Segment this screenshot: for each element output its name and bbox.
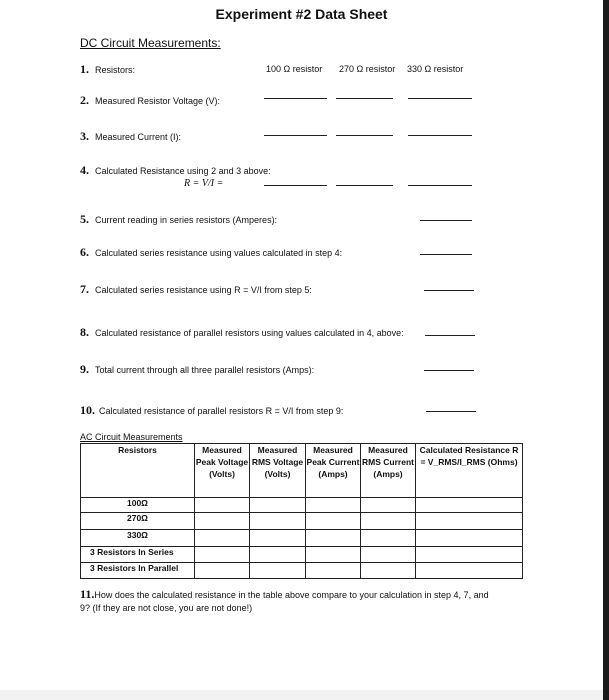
table-cell[interactable] xyxy=(306,513,361,530)
question-number: 10. xyxy=(80,403,95,417)
question-number: 7. xyxy=(80,282,89,296)
question-text: Measured Resistor Voltage (V): xyxy=(95,96,221,106)
question-text: Calculated series resistance using R = V/I from step 5: xyxy=(95,285,312,295)
column-header: Resistors xyxy=(81,444,195,498)
page-bottom-margin xyxy=(0,690,603,700)
question-number: 8. xyxy=(80,325,89,339)
question-number: 5. xyxy=(80,212,89,226)
answer-line[interactable] xyxy=(336,185,393,186)
table-cell[interactable] xyxy=(361,498,416,513)
table-row xyxy=(81,563,523,579)
page-title: Experiment #2 Data Sheet xyxy=(215,6,388,22)
table-cell[interactable] xyxy=(250,513,306,530)
question-text: Total current through all three parallel resistors (Amps): xyxy=(95,365,315,375)
question-number: 1. xyxy=(80,62,89,76)
answer-line[interactable] xyxy=(426,411,476,412)
ac-measurements-table xyxy=(80,443,523,579)
answer-line[interactable] xyxy=(424,370,474,371)
resistor-header-330: 330 Ω resistor xyxy=(407,64,464,74)
answer-line[interactable] xyxy=(264,98,327,99)
table-cell[interactable] xyxy=(361,563,416,579)
column-header: Measured Peak Voltage (Volts) xyxy=(195,444,250,498)
table-cell[interactable] xyxy=(416,498,523,513)
table-cell[interactable] xyxy=(361,547,416,563)
table-cell[interactable] xyxy=(361,530,416,547)
table-cell[interactable] xyxy=(250,563,306,579)
column-header: Measured RMS Voltage (Volts) xyxy=(250,444,306,498)
answer-line[interactable] xyxy=(264,185,327,186)
row-label: 270Ω xyxy=(81,513,195,530)
table-cell[interactable] xyxy=(306,530,361,547)
table-cell[interactable] xyxy=(361,513,416,530)
row-label: 330Ω xyxy=(81,530,195,547)
table-cell[interactable] xyxy=(195,498,250,513)
table-cell[interactable] xyxy=(195,547,250,563)
answer-line[interactable] xyxy=(408,135,472,136)
table-cell[interactable] xyxy=(306,498,361,513)
column-header: Calculated Resistance R = V_RMS/I_RMS (Ohms) xyxy=(416,444,523,498)
table-cell[interactable] xyxy=(195,513,250,530)
table-cell[interactable] xyxy=(195,530,250,547)
dc-section-heading: DC Circuit Measurements: xyxy=(80,36,221,50)
question-text: Measured Current (I): xyxy=(95,132,182,142)
answer-line[interactable] xyxy=(336,135,393,136)
answer-line[interactable] xyxy=(264,135,327,136)
question-text: Calculated resistance of parallel resistors R = V/I from step 9: xyxy=(99,406,344,416)
table-header-row xyxy=(81,444,523,498)
resistance-formula: R = V/I = xyxy=(184,178,224,189)
question-number: 11. xyxy=(80,587,95,601)
answer-line[interactable] xyxy=(420,220,472,221)
answer-line[interactable] xyxy=(425,335,475,336)
question-number: 3. xyxy=(80,129,89,143)
table-cell[interactable] xyxy=(416,530,523,547)
table-cell[interactable] xyxy=(416,547,523,563)
ac-section-heading: AC Circuit Measurements xyxy=(80,432,183,442)
column-header: Measured RMS Current (Amps) xyxy=(361,444,416,498)
question-text: How does the calculated resistance in the table above compare to your calculation in step 4, 7, and 9? (If they are not close, you are not done!) xyxy=(80,590,489,613)
resistor-header-100: 100 Ω resistor xyxy=(266,64,323,74)
question-number: 6. xyxy=(80,245,89,259)
question-text: Current reading in series resistors (Amperes): xyxy=(95,215,278,225)
table-cell[interactable] xyxy=(250,547,306,563)
table-cell[interactable] xyxy=(250,498,306,513)
table-row xyxy=(81,513,523,530)
table-cell[interactable] xyxy=(306,547,361,563)
answer-line[interactable] xyxy=(408,185,472,186)
row-label: 3 Resistors In Series xyxy=(81,547,195,563)
table-cell[interactable] xyxy=(250,530,306,547)
column-header: Measured Peak Current (Amps) xyxy=(306,444,361,498)
table-row xyxy=(81,547,523,563)
answer-line[interactable] xyxy=(420,254,472,255)
table-cell[interactable] xyxy=(416,513,523,530)
answer-line[interactable] xyxy=(336,98,393,99)
question-number: 2. xyxy=(80,93,89,107)
question-text: Resistors: xyxy=(95,65,136,75)
table-cell[interactable] xyxy=(306,563,361,579)
table-row xyxy=(81,498,523,513)
table-cell[interactable] xyxy=(195,563,250,579)
table-cell[interactable] xyxy=(416,563,523,579)
question-text: Calculated series resistance using values calculated in step 4: xyxy=(95,248,343,258)
resistor-header-270: 270 Ω resistor xyxy=(339,64,396,74)
answer-line[interactable] xyxy=(408,98,472,99)
question-number: 9. xyxy=(80,362,89,376)
row-label: 3 Resistors In Parallel xyxy=(81,563,195,579)
page-edge-shadow xyxy=(603,0,609,700)
row-label: 100Ω xyxy=(81,498,195,513)
table-row xyxy=(81,530,523,547)
question-text: Calculated Resistance using 2 and 3 above: xyxy=(95,166,271,176)
answer-line[interactable] xyxy=(424,290,474,291)
question-text: Calculated resistance of parallel resistors using values calculated in 4, above: xyxy=(95,328,404,338)
question-number: 4. xyxy=(80,163,89,177)
question-11 xyxy=(80,588,500,615)
